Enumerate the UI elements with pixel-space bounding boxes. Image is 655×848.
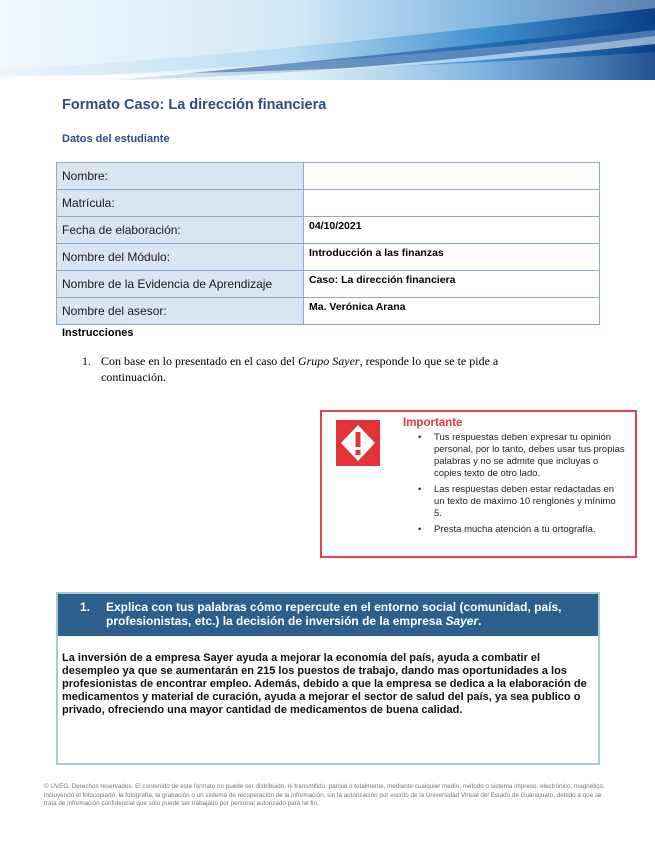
important-list (414, 432, 626, 540)
student-section-title: Datos del estudiante (62, 133, 170, 145)
question-box (56, 592, 600, 765)
question-text (106, 600, 590, 628)
list-item: • Tus respuestas deben expresar tu opinión personal, por lo tanto, debes usar tus propias palabras y no se admite que incluyas o copies texto de otro lado. (414, 432, 626, 480)
list-item: • Presta mucha atención a tu ortografía. (414, 524, 626, 536)
table-row (57, 271, 600, 298)
question-text-end: . (478, 614, 482, 628)
row-value[interactable]: Introducción a las finanzas (304, 244, 600, 271)
document-title: Formato Caso: La dirección financiera (62, 97, 327, 113)
question-text-start: Explica con tus palabras cómo repercute en el entorno social (comunidad, país, profesionistas, etc.) la decisión de inversión de la empresa (106, 600, 562, 628)
instruction-number: 1. (82, 354, 91, 368)
row-value[interactable]: Ma. Verónica Arana (304, 298, 600, 325)
row-label: Nombre de la Evidencia de Aprendizaje (57, 271, 304, 298)
instruction-text-end: , responde lo que se te pide a continuación. (101, 354, 499, 384)
row-value[interactable]: 04/10/2021 (304, 217, 600, 244)
instruction-text (101, 353, 552, 385)
table-row (57, 190, 600, 217)
row-label: Fecha de elaboración: (57, 217, 304, 244)
row-label: Matrícula: (57, 190, 304, 217)
row-value[interactable] (304, 190, 600, 217)
copyright-footer: © UVEG. Derechos reservados. El contenido de este formato no puede ser distribuido, ni transmitido, parcial o totalmente, mediante cualquier medio, método o sistema impreso, electrónico, magnético, incluyendo el fotocopiado, la fotografía, la grabación o un sistema de recuperación de la información, sin la autorización por escrito de la Universidad Virtual del Estado de Guanajuato, debido a que se trata de información confidencial que sólo puede ser trabajado por personal autorizado para tal fin. (44, 783, 605, 808)
table-row (57, 244, 600, 271)
table-row (57, 217, 600, 244)
instruction-case-name: Grupo Sayer (297, 354, 360, 368)
answer-text[interactable]: La inversión de a empresa Sayer ayuda a mejorar la economía del país, ayuda a combatir el desempleo ya que se aumentarán en 215 los puestos de trabajo, dando mas oportunidades a los profesionistas de encontrar empleo. Además, debido a que la empresa se dedica a la elaboración de medicamentos y material de curación, ayuda a mejorar el sector de salud del país, ya sea publico o privado, ofreciendo una mayor cantidad de medicamentos de buena calidad. (62, 652, 587, 716)
warning-icon (336, 420, 380, 466)
question-header (58, 594, 598, 636)
row-value[interactable]: Caso: La dirección financiera (304, 271, 600, 298)
question-number: 1. (80, 600, 91, 614)
table-row (57, 163, 600, 190)
student-data-table (56, 162, 600, 325)
header-banner (0, 0, 655, 80)
row-label: Nombre: (57, 163, 304, 190)
instruction-item (82, 353, 552, 385)
instructions-heading: Instrucciones (62, 327, 134, 339)
row-value[interactable] (304, 163, 600, 190)
question-company-name: Sayer (445, 614, 479, 628)
important-title: Importante (403, 417, 463, 429)
row-label: Nombre del asesor: (57, 298, 304, 325)
row-label: Nombre del Módulo: (57, 244, 304, 271)
list-item: • Las respuestas deben estar redactadas en un texto de máximo 10 renglones y mínimo 5. (414, 484, 626, 520)
table-row (57, 298, 600, 325)
instruction-text-start: Con base en lo presentado en el caso del (101, 354, 298, 368)
important-notice-box (320, 410, 637, 558)
